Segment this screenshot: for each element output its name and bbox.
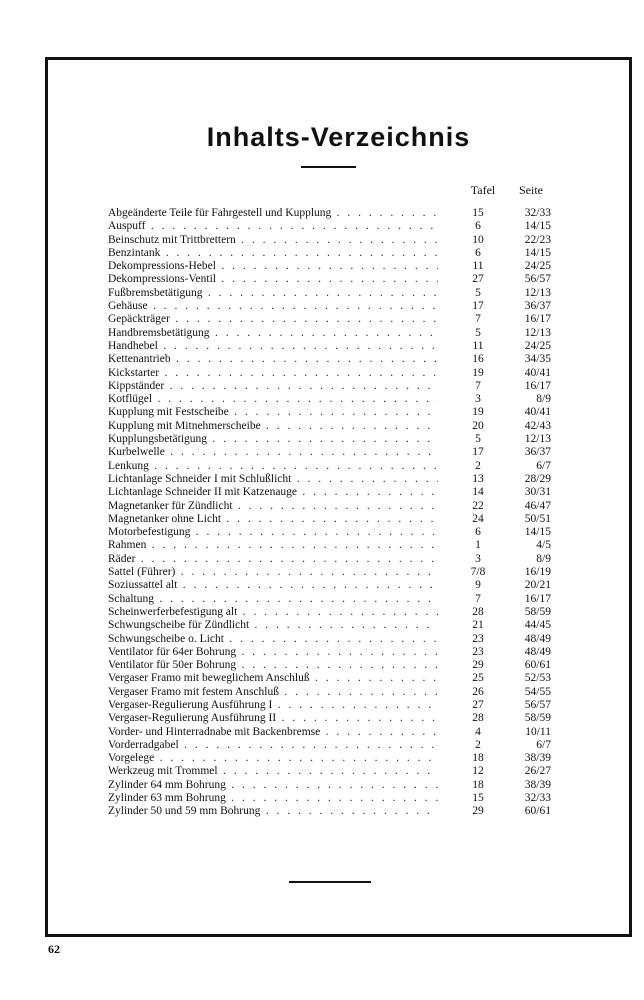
entry-tafel: 19 <box>472 366 484 379</box>
entry-seite: 60/61 <box>524 805 551 818</box>
entry-tafel: 16 <box>472 353 484 366</box>
entry-seite: 32/33 <box>524 207 551 219</box>
index-entry <box>108 420 558 433</box>
entry-tafel: 21 <box>472 619 484 632</box>
index-entry <box>108 752 558 765</box>
entry-tafel: 10 <box>472 233 484 246</box>
entry-name: Scheinwerferbefestigung alt . . . <box>108 606 438 619</box>
entry-name: Dekompressions-Ventil . . . <box>108 273 438 286</box>
entry-seite: 16/17 <box>524 379 551 392</box>
entry-tafel: 15 <box>472 207 484 219</box>
index-entry <box>108 433 558 446</box>
entry-seite: 60/61 <box>524 659 551 672</box>
entry-seite: 26/27 <box>524 765 551 778</box>
entry-tafel: 5 <box>475 326 481 339</box>
entry-tafel: 17 <box>472 446 484 459</box>
index-entry <box>108 513 558 526</box>
index-entry <box>108 539 558 552</box>
entry-name: Gepäckträger . . . <box>108 313 438 326</box>
index-entry <box>108 659 558 672</box>
entry-seite: 44/45 <box>524 619 551 632</box>
index-list <box>108 207 558 819</box>
entry-seite: 12/13 <box>524 326 551 339</box>
entry-name: Schwungscheibe o. Licht . . . <box>108 633 438 646</box>
index-entry <box>108 234 558 247</box>
entry-tafel: 2 <box>475 738 481 751</box>
entry-name: Werkzeug mit Trommel . . . <box>108 765 438 778</box>
entry-name: Benzintank . . . <box>108 247 438 260</box>
entry-name: Vergaser Framo mit festem Anschluß . . . <box>108 686 438 699</box>
page-title: Inhalts-Verzeichnis <box>206 122 471 152</box>
entry-tafel: 4 <box>475 725 481 738</box>
entry-seite: 14/15 <box>524 526 551 539</box>
entry-name: Kupplungsbetätigung . . . <box>108 433 438 446</box>
index-entry <box>108 486 558 499</box>
entry-name: Soziussattel alt . . . <box>108 579 438 592</box>
index-entry <box>108 726 558 739</box>
index-entry <box>108 260 558 273</box>
entry-seite: 14/15 <box>524 246 551 259</box>
entry-seite: 10/11 <box>525 725 551 738</box>
index-entry <box>108 672 558 685</box>
title-rule <box>301 166 356 168</box>
entry-name: Vergaser-Regulierung Ausführung II . . . <box>108 712 438 725</box>
index-entry <box>108 340 558 353</box>
entry-tafel: 2 <box>475 459 481 472</box>
entry-seite: 30/31 <box>524 486 551 499</box>
entry-name: Handhebel . . . <box>108 340 438 353</box>
entry-tafel: 22 <box>472 499 484 512</box>
entry-name: Dekompressions-Hebel . . . <box>108 260 438 273</box>
entry-name: Fußbremsbetätigung . . . <box>108 287 438 300</box>
entry-seite: 38/39 <box>524 752 551 765</box>
index-entry <box>108 553 558 566</box>
entry-tafel: 27 <box>472 698 484 711</box>
entry-seite: 32/33 <box>524 792 551 805</box>
entry-seite: 16/17 <box>524 313 551 326</box>
index-entry <box>108 247 558 260</box>
entry-tafel: 26 <box>472 685 484 698</box>
entry-seite: 48/49 <box>524 645 551 658</box>
entry-name: Motorbefestigung . . . <box>108 526 438 539</box>
index-entry <box>108 646 558 659</box>
entry-seite: 22/23 <box>524 233 551 246</box>
entry-name: Räder . . . <box>108 553 438 566</box>
index-entry <box>108 207 558 220</box>
entry-name: Kotflügel . . . <box>108 393 438 406</box>
index-entry <box>108 313 558 326</box>
entry-tafel: 29 <box>472 805 484 818</box>
entry-tafel: 5 <box>475 286 481 299</box>
index-entry <box>108 699 558 712</box>
index-entry <box>108 500 558 513</box>
index-entry <box>108 579 558 592</box>
entry-seite: 50/51 <box>524 512 551 525</box>
entry-seite: 52/53 <box>524 672 551 685</box>
entry-name: Kickstarter . . . <box>108 367 438 380</box>
entry-name: Ventilator für 50er Bohrung . . . <box>108 659 438 672</box>
entry-seite: 58/59 <box>524 712 551 725</box>
entry-tafel: 23 <box>472 645 484 658</box>
index-entry <box>108 287 558 300</box>
entry-name: Zylinder 50 und 59 mm Bohrung . . . <box>108 805 438 818</box>
entry-name: Kupplung mit Festscheibe . . . <box>108 406 438 419</box>
column-header-tafel: Tafel <box>470 183 496 197</box>
index-entry <box>108 273 558 286</box>
entry-name: Magnetanker für Zündlicht . . . <box>108 500 438 513</box>
entry-tafel: 7 <box>475 313 481 326</box>
entry-name: Vorgelege . . . <box>108 752 438 765</box>
entry-tafel: 19 <box>472 406 484 419</box>
index-entry <box>108 765 558 778</box>
entry-seite: 6/7 <box>536 738 551 751</box>
column-header-seite: Seite <box>519 183 543 197</box>
entry-seite: 34/35 <box>524 353 551 366</box>
entry-tafel: 5 <box>475 433 481 446</box>
entry-name: Vergaser Framo mit beweglichem Anschluß . . . <box>108 672 438 685</box>
entry-seite: 36/37 <box>524 446 551 459</box>
index-entry <box>108 792 558 805</box>
index-entry <box>108 619 558 632</box>
entry-name: Lichtanlage Schneider II mit Katzenauge . . . <box>108 486 438 499</box>
index-entry <box>108 686 558 699</box>
entry-seite: 8/9 <box>536 393 551 406</box>
entry-name: Zylinder 64 mm Bohrung . . . <box>108 779 438 792</box>
entry-name: Handbremsbetätigung . . . <box>108 327 438 340</box>
entry-seite: 28/29 <box>524 472 551 485</box>
entry-tafel: 11 <box>472 339 484 352</box>
entry-tafel: 3 <box>475 552 481 565</box>
index-entry <box>108 393 558 406</box>
entry-tafel: 11 <box>472 260 484 273</box>
entry-tafel: 9 <box>475 579 481 592</box>
index-entry <box>108 593 558 606</box>
index-entry <box>108 606 558 619</box>
entry-name: Rahmen . . . <box>108 539 438 552</box>
index-entry <box>108 779 558 792</box>
entry-seite: 46/47 <box>524 499 551 512</box>
entry-tafel: 7 <box>475 379 481 392</box>
index-entry <box>108 566 558 579</box>
index-entry <box>108 380 558 393</box>
entry-seite: 54/55 <box>524 685 551 698</box>
entry-seite: 58/59 <box>524 605 551 618</box>
entry-name: Kippständer . . . <box>108 380 438 393</box>
entry-seite: 40/41 <box>524 406 551 419</box>
entry-tafel: 28 <box>472 605 484 618</box>
index-entry <box>108 220 558 233</box>
entry-name: Beinschutz mit Trittbrettern . . . <box>108 234 438 247</box>
entry-seite: 16/17 <box>524 592 551 605</box>
entry-seite: 14/15 <box>524 220 551 233</box>
entry-name: Auspuff . . . <box>108 220 438 233</box>
entry-seite: 12/13 <box>524 433 551 446</box>
entry-name: Schaltung . . . <box>108 593 438 606</box>
index-entry <box>108 526 558 539</box>
entry-name: Kurbelwelle . . . <box>108 446 438 459</box>
entry-tafel: 12 <box>472 765 484 778</box>
index-entry <box>108 353 558 366</box>
entry-seite: 8/9 <box>536 552 551 565</box>
entry-tafel: 25 <box>472 672 484 685</box>
entry-tafel: 17 <box>472 300 484 313</box>
index-entry <box>108 633 558 646</box>
entry-tafel: 13 <box>472 472 484 485</box>
entry-name: Vergaser-Regulierung Ausführung I . . . <box>108 699 438 712</box>
index-entry <box>108 367 558 380</box>
entry-seite: 24/25 <box>524 260 551 273</box>
entry-tafel: 1 <box>475 539 481 552</box>
entry-name: Magnetanker ohne Licht . . . <box>108 513 438 526</box>
entry-seite: 56/57 <box>524 698 551 711</box>
entry-tafel: 7 <box>475 592 481 605</box>
entry-tafel: 14 <box>472 486 484 499</box>
entry-name: Kettenantrieb . . . <box>108 353 438 366</box>
entry-seite: 40/41 <box>524 366 551 379</box>
index-entry <box>108 446 558 459</box>
index-entry <box>108 739 558 752</box>
entry-name: Zylinder 63 mm Bohrung . . . <box>108 792 438 805</box>
page-frame <box>45 57 632 937</box>
index-entry <box>108 460 558 473</box>
entry-name: Vorder- und Hinterradnabe mit Backenbremse . . . <box>108 726 438 739</box>
entry-seite: 16/19 <box>524 566 551 579</box>
page-number: 62 <box>48 942 60 956</box>
index-entry <box>108 712 558 725</box>
entry-tafel: 28 <box>472 712 484 725</box>
entry-name: Schwungscheibe für Zündlicht . . . <box>108 619 438 632</box>
entry-name: Vorderradgabel . . . <box>108 739 438 752</box>
entry-tafel: 18 <box>472 752 484 765</box>
entry-tafel: 15 <box>472 792 484 805</box>
entry-tafel: 20 <box>472 419 484 432</box>
entry-tafel: 18 <box>472 778 484 791</box>
entry-tafel: 6 <box>475 246 481 259</box>
entry-name: Gehäuse . . . <box>108 300 438 313</box>
entry-seite: 20/21 <box>524 579 551 592</box>
entry-seite: 24/25 <box>524 339 551 352</box>
entry-seite: 36/37 <box>524 300 551 313</box>
entry-name: Ventilator für 64er Bohrung . . . <box>108 646 438 659</box>
entry-tafel: 27 <box>472 273 484 286</box>
entry-name: Abgeänderte Teile für Fahrgestell und Kupplung . . . <box>108 207 438 220</box>
entry-tafel: 6 <box>475 526 481 539</box>
entry-seite: 6/7 <box>536 459 551 472</box>
entry-tafel: 3 <box>475 393 481 406</box>
entry-name: Kupplung mit Mitnehmerscheibe . . . <box>108 420 438 433</box>
entry-seite: 12/13 <box>524 286 551 299</box>
entry-seite: 48/49 <box>524 632 551 645</box>
entry-tafel: 24 <box>472 512 484 525</box>
bottom-rule <box>289 881 371 883</box>
index-entry <box>108 327 558 340</box>
entry-tafel: 23 <box>472 632 484 645</box>
entry-tafel: 6 <box>475 220 481 233</box>
entry-tafel: 29 <box>472 659 484 672</box>
entry-seite: 38/39 <box>524 778 551 791</box>
entry-name: Lichtanlage Schneider I mit Schlußlicht . . . <box>108 473 438 486</box>
entry-name: Sattel (Führer) . . . <box>108 566 438 579</box>
entry-name: Lenkung . . . <box>108 460 438 473</box>
index-entry <box>108 473 558 486</box>
entry-seite: 42/43 <box>524 419 551 432</box>
entry-tafel: 7/8 <box>470 566 486 579</box>
index-entry <box>108 300 558 313</box>
index-entry <box>108 406 558 419</box>
index-entry <box>108 805 558 818</box>
entry-seite: 56/57 <box>524 273 551 286</box>
entry-seite: 4/5 <box>536 539 551 552</box>
